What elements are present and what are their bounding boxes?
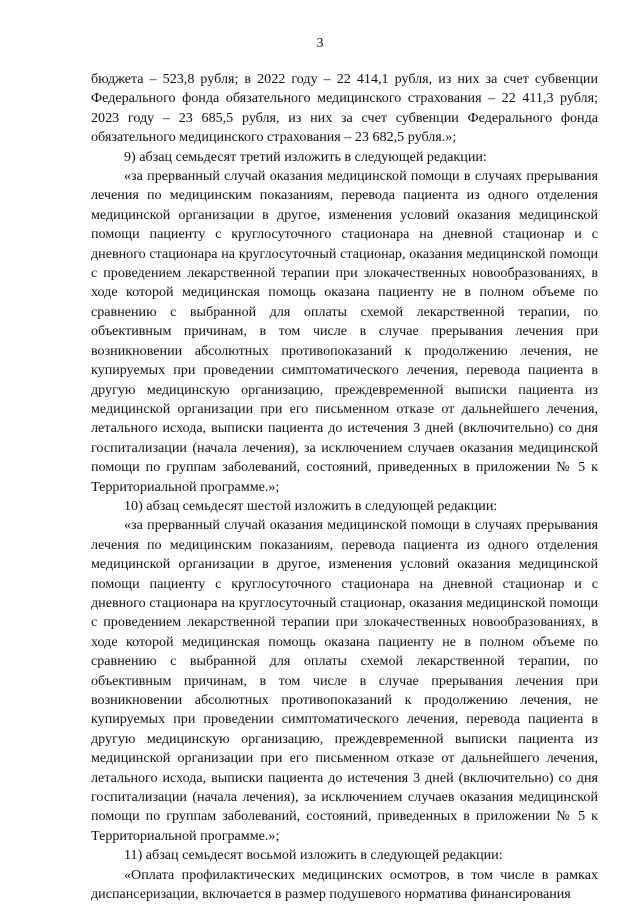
paragraph-item-11: 11) абзац семьдесят восьмой изложить в следующей редакции: bbox=[124, 847, 503, 864]
page-number: 3 bbox=[316, 36, 324, 51]
paragraph-item-9: 9) абзац семьдесят третий изложить в следующей редакции: bbox=[124, 148, 487, 165]
document-body bbox=[91, 70, 598, 904]
paragraph-item-10: 10) абзац семьдесят шестой изложить в следующей редакции: bbox=[124, 497, 498, 514]
paragraph-item-11-text: «Оплата профилактических медицинских осмотров, в том числе в рамках диспансеризации, включается в размер подушевого норматива финансирования bbox=[91, 866, 598, 903]
paragraph-item-10-text: «за прерванный случай оказания медицинской помощи в случаях прерывания лечения по медицинским показаниям, перевода пациента из одного отделения медицинской организации в другое, изменения условий оказания медицинской помощи пациенту с круглосуточного стационара на дневной стационар и с дневного стационара на круглосуточный стационар, оказания медицинской помощи с проведением лекарственной терапии при злокачественных новообразованиях, в ходе которой медицинская помощь оказана пациенту не в полном объеме по сравнению с выбранной для оплаты схемой лекарственной терапии, по объективным причинам, в том числе в случае прерывания лечения при возникновении абсолютных противопоказаний к продолжению лечения, не купируемых при проведении симптоматического лечения, перевода пациента в другую медицинскую организацию, преждевременной выписки пациента из медицинской организации при его письменном отказе от дальнейшего лечения, летального исхода, выписки пациента до истечения 3 дней (включительно) со дня госпитализации (начала лечения), за исключением случаев оказания медицинской помощи по группам заболеваний, состояний, приведенных в приложении № 5 к Территориальной программе.»; bbox=[91, 517, 598, 844]
paragraph-budget-figures: бюджета – 523,8 рубля; в 2022 году – 22 414,1 рубля, из них за счет субвенции Федерального фонда обязательного медицинского страхования – 22 411,3 рубля; 2023 году – 23 685,5 рубля, из них за счет субвенции Федерального фонда обязательного медицинского страхования – 23 682,5 рубля.»; bbox=[91, 71, 598, 146]
paragraph-item-9-text: «за прерванный случай оказания медицинской помощи в случаях прерывания лечения по медицинским показаниям, перевода пациента из одного отделения медицинской организации в другое, изменения условий оказания медицинской помощи пациенту с круглосуточного стационара на дневной стационар и с дневного стационара на круглосуточный стационар, оказания медицинской помощи с проведением лекарственной терапии при злокачественных новообразованиях, в ходе которой медицинская помощь оказана пациенту не в полном объеме по сравнению с выбранной для оплаты схемой лекарственной терапии, по объективным причинам, в том числе в случае прерывания лечения при возникновении абсолютных противопоказаний к продолжению лечения, не купируемых при проведении симптоматического лечения, перевода пациента в другую медицинскую организацию, преждевременной выписки пациента из медицинской организации при его письменном отказе от дальнейшего лечения, летального исхода, выписки пациента до истечения 3 дней (включительно) со дня госпитализации (начала лечения), за исключением случаев оказания медицинской помощи по группам заболеваний, состояний, приведенных в приложении № 5 к Территориальной программе.»; bbox=[91, 168, 598, 495]
